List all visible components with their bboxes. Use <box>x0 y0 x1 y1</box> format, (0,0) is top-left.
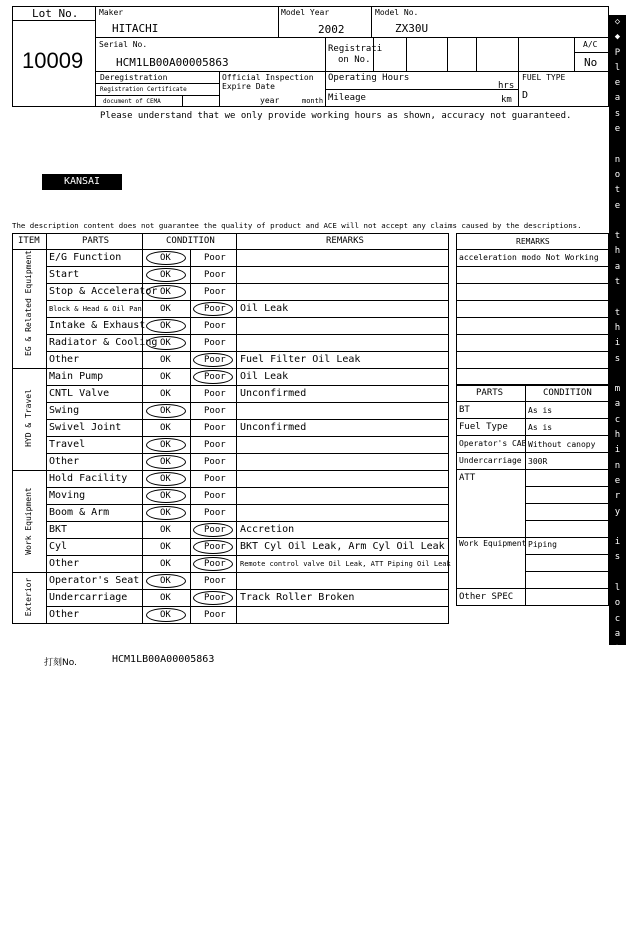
sidebar-char: a <box>614 766 621 777</box>
spec-parts-header: PARTS <box>476 388 504 398</box>
sidebar-char: i <box>614 705 621 716</box>
sidebar-char: a <box>614 399 621 410</box>
sidebar-char: n <box>614 781 621 792</box>
ok-option[interactable]: OK <box>160 576 171 586</box>
ok-selected-circle <box>146 574 186 588</box>
cema-label: document of CEMA <box>103 98 161 105</box>
part-name: Boom & Arm <box>49 507 110 518</box>
sidebar-char: r <box>614 888 621 899</box>
sidebar-char: t <box>614 277 621 288</box>
sidebar-char <box>609 566 626 581</box>
sidebar-char: n <box>614 720 621 731</box>
ok-option[interactable]: OK <box>160 406 171 416</box>
ac-value: No <box>584 56 598 69</box>
ok-option[interactable]: OK <box>160 542 171 552</box>
model-year-value: 2002 <box>318 23 345 36</box>
spec-condition-header: CONDITION <box>543 388 592 398</box>
poor-selected-circle <box>193 557 233 571</box>
lot-number: 10009 <box>22 48 84 73</box>
sidebar-char: K <box>614 751 621 762</box>
ok-option[interactable]: OK <box>160 338 171 348</box>
ok-option[interactable]: OK <box>160 525 171 535</box>
poor-option[interactable]: Poor <box>204 270 226 280</box>
ok-option[interactable]: OK <box>160 287 171 297</box>
sidebar-char <box>609 367 626 382</box>
sidebar-char: s <box>614 353 621 364</box>
poor-option[interactable]: Poor <box>204 508 226 518</box>
disclaimer: The description content does not guarantee the quality of product and ACE will not accept any claims caused by the descriptions. <box>12 221 582 230</box>
month-label: month <box>302 97 324 105</box>
operating-hours-label: Operating Hours <box>328 73 410 83</box>
header-remarks: REMARKS <box>326 236 364 246</box>
ok-selected-circle <box>146 404 186 418</box>
model-year-label: Model Year <box>281 8 330 17</box>
remark-text: Fuel Filter Oil Leak <box>240 354 361 365</box>
model-no-label: Model No. <box>375 8 419 17</box>
sidebar-char <box>609 290 626 305</box>
ok-option[interactable]: OK <box>160 423 171 433</box>
ok-option[interactable]: OK <box>160 321 171 331</box>
fuel-type-label: FUEL TYPE <box>522 73 566 82</box>
sidebar-char: i <box>614 445 621 456</box>
remark-text: Oil Leak <box>240 303 289 314</box>
sidebar-char: t <box>614 185 621 196</box>
ok-selected-circle <box>146 285 186 299</box>
sidebar-char: P <box>614 47 621 58</box>
inspection-label-1: Official Inspection <box>222 73 314 82</box>
poor-option[interactable]: Poor <box>204 457 226 467</box>
extra-remark-1: acceleration modo Not Working <box>459 253 599 262</box>
sidebar-char: h <box>614 246 621 257</box>
poor-selected-circle <box>193 302 233 316</box>
ok-option[interactable]: OK <box>160 440 171 450</box>
ok-selected-circle <box>146 336 186 350</box>
part-name: Cyl <box>49 541 68 552</box>
sidebar-char: i <box>614 537 621 548</box>
group-label-work: Work Equipment <box>24 487 33 555</box>
mileage-label: Mileage <box>328 93 366 103</box>
poor-option[interactable]: Poor <box>204 253 226 263</box>
spec-part-name: Undercarriage <box>459 456 522 465</box>
sidebar-char: t <box>614 231 621 242</box>
part-name: Other <box>49 354 80 365</box>
part-name: Stop & Accelerator <box>49 286 158 297</box>
poor-option[interactable]: Poor <box>204 542 226 552</box>
poor-option[interactable]: Poor <box>204 576 226 586</box>
ok-option[interactable]: OK <box>160 270 171 280</box>
part-name: Block & Head & Oil Pan <box>49 305 142 313</box>
km-label: km <box>501 95 512 105</box>
poor-option[interactable]: Poor <box>204 355 226 365</box>
ok-option[interactable]: OK <box>160 491 171 501</box>
poor-option[interactable]: Poor <box>204 372 226 382</box>
sidebar-char: e <box>614 475 621 486</box>
poor-option[interactable]: Poor <box>204 593 226 603</box>
sidebar-char: t <box>614 307 621 318</box>
sidebar-char: n <box>614 154 621 165</box>
sidebar-char: s <box>614 797 621 808</box>
poor-option[interactable]: Poor <box>204 406 226 416</box>
sidebar-char: e <box>614 78 621 89</box>
hours-notice: Please understand that we only provide working hours as shown, accuracy not guaranteed. <box>100 111 572 121</box>
group-label-hyd: HYD & Travel <box>24 389 33 447</box>
spec-part-name: Operator's CAB <box>459 439 527 448</box>
sidebar-char: a <box>614 93 621 104</box>
part-name: Travel <box>49 439 86 450</box>
remark-text: Remote control valve Oil Leak, ATT Piping Oil Leak <box>240 560 451 568</box>
remark-text: Accretion <box>240 524 295 535</box>
sidebar-char <box>609 734 626 749</box>
ok-selected-circle <box>146 608 186 622</box>
spec-part-name: Work Equipment <box>459 539 527 548</box>
spec-condition-value: As is <box>528 423 553 432</box>
sidebar-char: o <box>614 169 621 180</box>
registration-label-1: Registrati <box>328 44 383 54</box>
sidebar-char: d <box>614 674 621 685</box>
sidebar-char: t <box>614 644 621 655</box>
part-name: Start <box>49 269 80 280</box>
location-sidebar <box>609 15 626 945</box>
sidebar-char: c <box>614 613 621 624</box>
sidebar-char: s <box>614 552 621 563</box>
part-name: Other <box>49 609 80 620</box>
ok-selected-circle <box>146 472 186 486</box>
poor-option[interactable]: Poor <box>204 440 226 450</box>
sidebar-char: o <box>614 598 621 609</box>
poor-selected-circle <box>193 523 233 537</box>
ok-option[interactable]: OK <box>160 253 171 263</box>
sidebar-char: h <box>614 430 621 441</box>
poor-option[interactable]: Poor <box>204 474 226 484</box>
sidebar-char: c <box>614 414 621 425</box>
stamp-no-value: HCM1LB00A00005863 <box>112 654 215 665</box>
poor-option[interactable]: Poor <box>204 321 226 331</box>
part-name: BKT <box>49 524 68 535</box>
hrs-label: hrs <box>498 81 515 91</box>
part-name: Other <box>49 456 80 467</box>
header-condition: CONDITION <box>166 236 215 246</box>
sidebar-char: ◇ <box>614 934 621 945</box>
model-no-value: ZX30U <box>395 22 429 35</box>
remark-text: BKT Cyl Oil Leak, Arm Cyl Oil Leak <box>240 541 445 552</box>
remark-text: Oil Leak <box>240 371 289 382</box>
remark-text: Track Roller Broken <box>240 592 355 603</box>
spec-part-name: BT <box>459 405 470 415</box>
part-name: E/G Function <box>49 252 122 263</box>
deregistration-label: Deregistration <box>100 73 168 82</box>
ok-option[interactable]: OK <box>160 593 171 603</box>
poor-option[interactable]: Poor <box>204 491 226 501</box>
ok-option[interactable]: OK <box>160 508 171 518</box>
poor-option[interactable]: Poor <box>204 304 226 314</box>
ok-selected-circle <box>146 506 186 520</box>
ok-option[interactable]: OK <box>160 457 171 467</box>
ok-option[interactable]: OK <box>160 372 171 382</box>
sidebar-char: Y <box>614 858 621 869</box>
maker-value: HITACHI <box>112 22 159 35</box>
spec-part-name: Other SPEC <box>459 592 514 602</box>
ok-selected-circle <box>146 455 186 469</box>
ok-option[interactable]: OK <box>160 474 171 484</box>
sidebar-char: r <box>614 491 621 502</box>
group-label-exterior: Exterior <box>24 577 33 617</box>
ok-selected-circle <box>146 268 186 282</box>
header-parts: PARTS <box>82 236 110 246</box>
part-name: Undercarriage <box>49 592 128 603</box>
sidebar-char <box>609 520 626 535</box>
sidebar-char: ◇ <box>614 17 621 27</box>
sidebar-char: a <box>614 873 621 884</box>
part-name: Radiator & Cooling <box>49 337 158 348</box>
ok-selected-circle <box>146 438 186 452</box>
sidebar-char: a <box>614 812 621 823</box>
sidebar-char: a <box>614 628 621 639</box>
sidebar-char: l <box>614 62 621 73</box>
spec-part-name: Fuel Type <box>459 422 508 432</box>
registration-label-2: on No. <box>338 55 371 65</box>
part-name: Hold Facility <box>49 473 128 484</box>
poor-selected-circle <box>193 370 233 384</box>
reg-cert-label: Registration Certificate <box>100 86 187 93</box>
spec-condition-value: As is <box>528 406 553 415</box>
location-badge: KANSAI <box>42 174 122 190</box>
poor-option[interactable]: Poor <box>204 389 226 399</box>
extra-remarks-header: REMARKS <box>516 237 550 246</box>
spec-condition-value: 300R <box>528 457 548 466</box>
ok-option[interactable]: OK <box>160 389 171 399</box>
sidebar-char: ◆ <box>614 32 621 43</box>
sidebar-char <box>609 214 626 229</box>
part-name: Swing <box>49 405 80 416</box>
sidebar-char: d <box>614 904 621 915</box>
part-name: Operator's Seat <box>49 575 140 586</box>
part-name: CNTL Valve <box>49 388 110 399</box>
poor-option[interactable]: Poor <box>204 525 226 535</box>
sidebar-char: e <box>614 659 621 670</box>
ok-option[interactable]: OK <box>160 559 171 569</box>
sidebar-char <box>609 137 626 152</box>
ok-option[interactable]: OK <box>160 610 171 620</box>
stamp-no-label: 打刻No. <box>44 658 77 668</box>
poor-option[interactable]: Poor <box>204 423 226 433</box>
part-name: Swivel Joint <box>49 422 122 433</box>
sidebar-char: m <box>614 384 621 395</box>
sidebar-char: a <box>614 261 621 272</box>
ok-option[interactable]: OK <box>160 304 171 314</box>
part-name: Intake & Exhaust <box>49 320 146 331</box>
sidebar-char: ◆ <box>614 919 621 930</box>
lot-label: Lot No. <box>32 7 79 20</box>
remark-text: Unconfirmed <box>240 422 307 433</box>
sidebar-char: e <box>614 124 621 135</box>
spec-condition-value: Piping <box>528 540 557 549</box>
remark-text: Unconfirmed <box>240 388 307 399</box>
sidebar-char: s <box>614 108 621 119</box>
sidebar-char <box>609 841 626 856</box>
part-name: Main Pump <box>49 371 104 382</box>
part-name: Other <box>49 558 80 569</box>
serial-value: HCM1LB00A00005863 <box>116 56 229 69</box>
serial-label: Serial No. <box>99 40 148 49</box>
poor-option[interactable]: Poor <box>204 559 226 569</box>
sidebar-char: i <box>614 338 621 349</box>
spec-part-name: ATT <box>459 473 476 483</box>
spec-condition-value: Without canopy <box>528 440 596 449</box>
inspection-label-2: Expire Date <box>222 82 275 91</box>
ok-selected-circle <box>146 319 186 333</box>
ok-selected-circle <box>146 251 186 265</box>
ac-label: A/C <box>583 40 598 49</box>
maker-label: Maker <box>99 8 124 17</box>
poor-selected-circle <box>193 591 233 605</box>
poor-option[interactable]: Poor <box>204 287 226 297</box>
part-name: Moving <box>49 490 86 501</box>
ok-option[interactable]: OK <box>160 355 171 365</box>
poor-option[interactable]: Poor <box>204 610 226 620</box>
sidebar-char: h <box>614 322 621 333</box>
poor-selected-circle <box>193 353 233 367</box>
ok-selected-circle <box>146 489 186 503</box>
fuel-type-value: D <box>522 90 529 101</box>
sidebar-char: n <box>614 460 621 471</box>
header-item: ITEM <box>18 236 40 246</box>
sidebar-char: e <box>614 200 621 211</box>
poor-option[interactable]: Poor <box>204 338 226 348</box>
group-label-eg: EG & Related Equipment <box>24 250 33 356</box>
year-label: year <box>260 96 280 105</box>
sidebar-char <box>609 688 626 703</box>
poor-selected-circle <box>193 540 233 554</box>
sidebar-char: l <box>614 582 621 593</box>
sidebar-char: y <box>614 506 621 517</box>
sidebar-char: i <box>614 827 621 838</box>
